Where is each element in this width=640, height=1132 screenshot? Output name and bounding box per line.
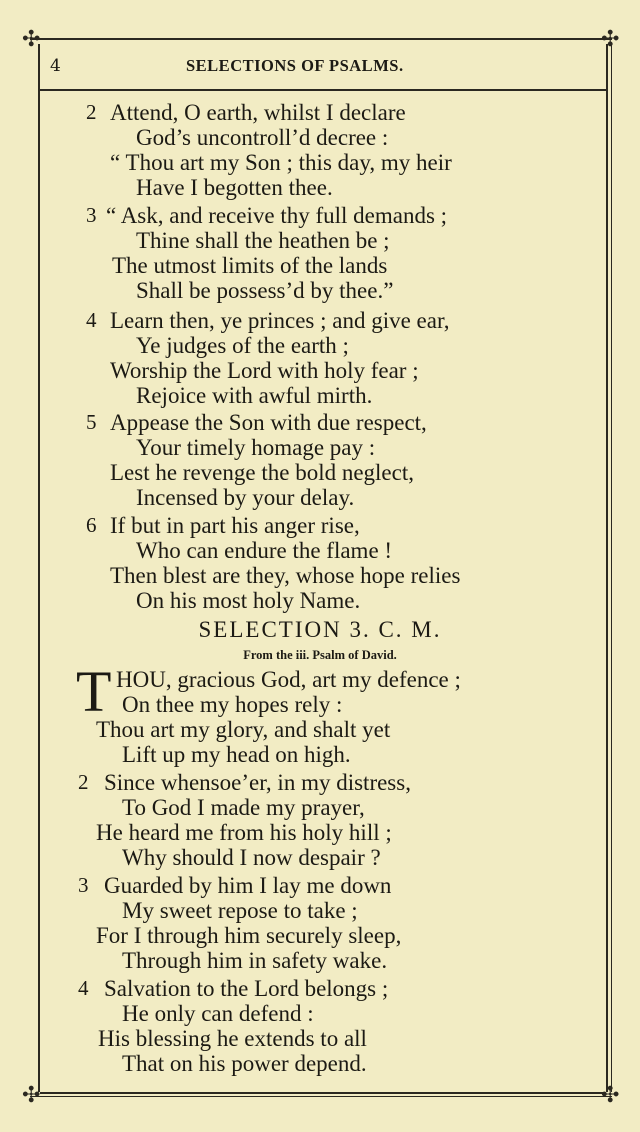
verse-line: That on his power depend. xyxy=(122,1051,367,1076)
stanza-number: 3 xyxy=(86,203,97,227)
verse-line: Shall be possess’d by thee.” xyxy=(136,278,394,303)
verse-line: Who can endure the flame ! xyxy=(136,538,393,563)
verse-line: Salvation to the Lord belongs ; xyxy=(104,976,389,1001)
verse-line: My sweet repose to take ; xyxy=(122,898,358,923)
right-rule xyxy=(606,44,608,1092)
verse-line: On thee my hopes rely : xyxy=(122,692,343,717)
left-rule xyxy=(38,44,40,1092)
running-title: SELECTIONS OF PSALMS. xyxy=(186,56,404,75)
verse-line: Attend, O earth, whilst I declare xyxy=(110,100,406,125)
verse-line: For I through him securely sleep, xyxy=(96,923,402,948)
header-rule xyxy=(40,89,606,91)
verse-line: Rejoice with awful mirth. xyxy=(136,383,373,408)
verse-line: Learn then, ye princes ; and give ear, xyxy=(110,308,450,333)
verse-line: Through him in safety wake. xyxy=(122,948,388,973)
verse-line: Why should I now despair ? xyxy=(122,845,381,870)
verse-line: If but in part his anger rise, xyxy=(110,513,360,538)
bottom-rule xyxy=(40,1092,606,1094)
verse-line: Worship the Lord with holy fear ; xyxy=(110,358,419,383)
verse-line: He heard me from his holy hill ; xyxy=(96,820,392,845)
stanza-number: 4 xyxy=(78,976,89,1000)
stanza-number: 4 xyxy=(86,308,97,332)
verse-line: “ Ask, and receive thy full demands ; xyxy=(106,203,448,228)
stanza-number: 5 xyxy=(86,410,97,434)
verse-line: Thine shall the heathen be ; xyxy=(136,228,390,253)
selection-title: SELECTION 3. C. M. xyxy=(198,617,442,642)
drop-cap: T xyxy=(76,659,112,724)
verse-line: Appease the Son with due respect, xyxy=(110,410,427,435)
verse-line: To God I made my prayer, xyxy=(122,795,365,820)
bottom-outer-rule xyxy=(30,1096,612,1097)
verse-line: Incensed by your delay. xyxy=(136,485,355,510)
corner-ornament-icon: ✣ xyxy=(22,27,41,52)
page-header xyxy=(0,56,640,80)
verse-line: Lest he revenge the bold neglect, xyxy=(110,460,414,485)
verse-line: Ye judges of the earth ; xyxy=(136,333,349,358)
corner-ornament-icon: ✣ xyxy=(22,1083,41,1108)
verse-line: Thou art my glory, and shalt yet xyxy=(96,717,391,742)
corner-ornament-icon: ✣ xyxy=(601,1083,620,1108)
verse-line: Lift up my head on high. xyxy=(122,742,351,767)
verse-line: “ Thou art my Son ; this day, my heir xyxy=(110,150,452,175)
selection-subtitle: From the iii. Psalm of David. xyxy=(243,648,397,662)
verse-line: He only can defend : xyxy=(122,1001,314,1026)
verse-line: Have I begotten thee. xyxy=(136,175,333,200)
verse-line: Since whensoe’er, in my distress, xyxy=(104,770,411,795)
page-number: 4 xyxy=(50,56,61,76)
verse-line: On his most holy Name. xyxy=(136,588,361,613)
verse-line: HOU, gracious God, art my defence ; xyxy=(116,667,461,692)
verse-line: Your timely homage pay : xyxy=(136,435,376,460)
stanza-number: 3 xyxy=(78,873,89,897)
stanza-number: 2 xyxy=(86,100,97,124)
verse-line: The utmost limits of the lands xyxy=(112,253,388,278)
verse-line: God’s uncontroll’d decree : xyxy=(136,125,389,150)
stanza-number: 2 xyxy=(78,770,89,794)
top-rule xyxy=(30,38,612,40)
verse-line: Then blest are they, whose hope relies xyxy=(110,563,461,588)
corner-ornament-icon: ✣ xyxy=(601,27,620,52)
stanza-number: 6 xyxy=(86,513,97,537)
right-outer-rule xyxy=(611,44,612,1092)
verse-line: Guarded by him I lay me down xyxy=(104,873,392,898)
verse-line: His blessing he extends to all xyxy=(98,1026,367,1051)
